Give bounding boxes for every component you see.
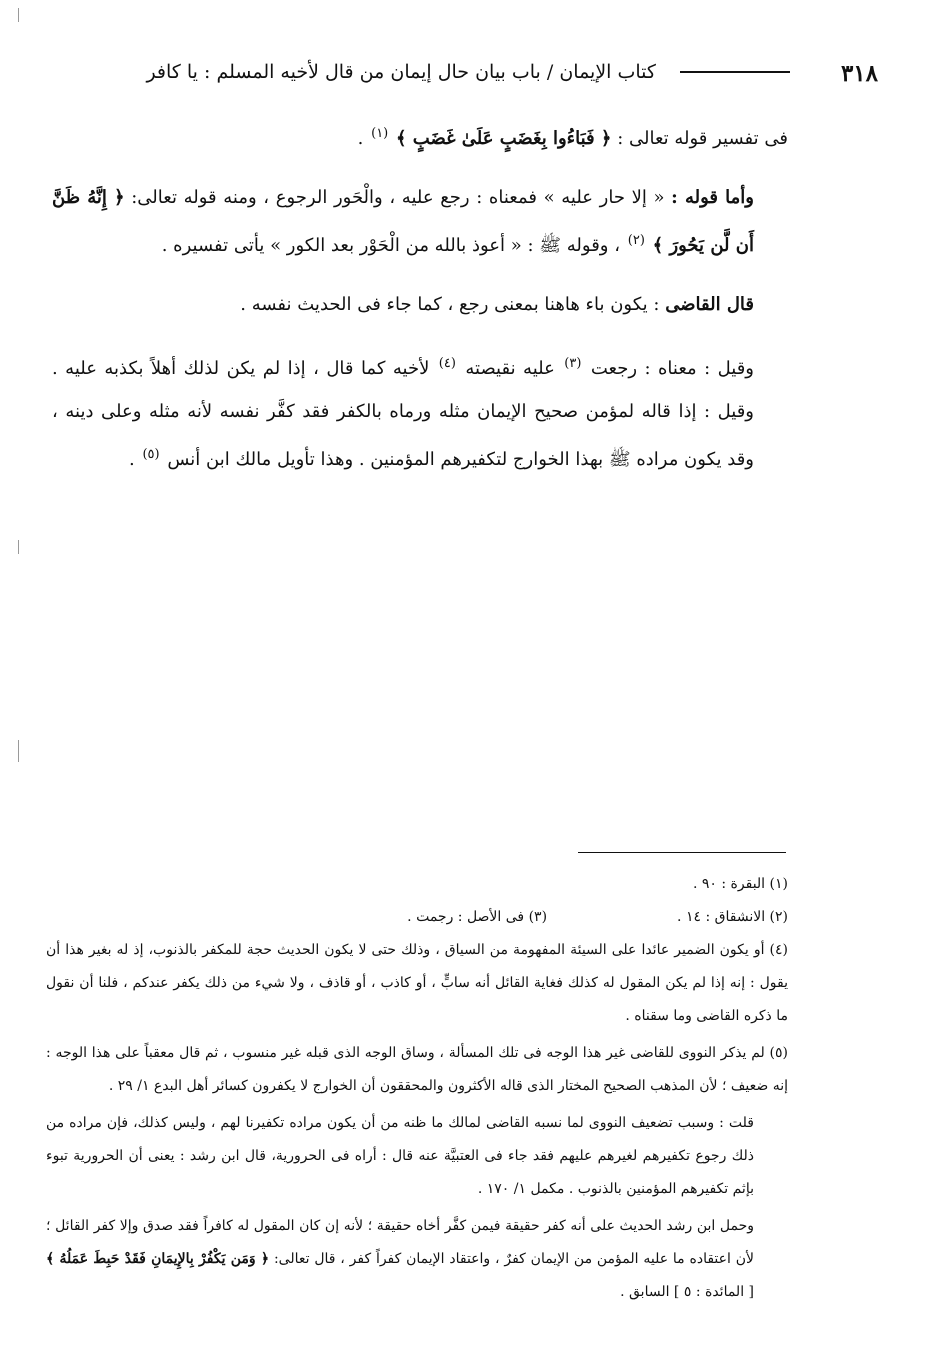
header-rule: [680, 71, 790, 73]
running-title: كتاب الإيمان / باب بيان حال إيمان من قال لأخيه المسلم : يا كافر: [146, 61, 656, 83]
paragraph-text: .: [129, 449, 141, 470]
main-text: [52, 112, 788, 497]
footnote-ref: (٥): [142, 447, 160, 462]
paragraph-text: : يكون باء هاهنا بمعنى رجع ، كما جاء فى الحديث نفسه .: [240, 294, 666, 315]
footnote: (٤) أو يكون الضمير عائدا على السيئة المفهومة من السياق ، وذلك حتى لا يكون الحديث حجة للمكفر بالذنوب، إذ له بغير هذا أن يقول : إنه إذا لم يكن المقول له كذلك فغاية القائل أنه سابٍّ ، أو كاذب ، أو قاذف ، ولا شيء من ذلك يكفر عندكم ، فلنا أن نقول ما ذكره القاضى وما سقناه .: [46, 942, 788, 1024]
footnote-text: وحمل ابن رشد الحديث على أنه كفر حقيقة فيمن كفَّر أخاه حقيقة ؛ لأنه إن كان المقول له كافراً فقد صدق وإلا كفر القائل ؛ لأن اعتقاده ما عليه المؤمن من الإيمان كفرٌ ، واعتقاد الإيمان كفراً كفر ، قال تعالى:: [46, 1218, 754, 1267]
footnote-ref: (٢): [627, 233, 645, 248]
footnote-ref: (٣): [564, 356, 582, 371]
paragraph: [52, 283, 788, 326]
paragraph-lead: وأما قوله :: [671, 187, 754, 208]
paragraph-text: ، وقوله ﷺ : « أعوذ بالله من الْحَوْر بعد الكور » يأتى تفسيره .: [161, 235, 626, 256]
quran-verse: ﴿ وَمَن يَكْفُرْ بِالإِيمَانِ فَقَدْ حَبِطَ عَمَلُهُ ﴾: [46, 1251, 270, 1267]
footnotes: [46, 868, 788, 1309]
footnote-ref: (٤): [438, 356, 456, 371]
footnote-text: [ المائدة : ٥ ] السابق .: [620, 1284, 754, 1300]
paragraph-text: وقيل : معناه : رجعت: [583, 358, 754, 379]
paragraph: [52, 342, 788, 481]
page-number: ٣١٨: [840, 60, 878, 87]
page-header: [52, 60, 878, 100]
paragraph-lead: قال القاضى: [665, 294, 754, 315]
footnote-ref: (١): [371, 126, 389, 141]
paragraph-text: لأخيه كما قال ، إذا لم يكن لذلك أهلاً بكذبه عليه . وقيل : إذا قاله لمؤمن صحيح الإيمان مثله ورماه بالكفر فقد كفَّر نفسه لأنه مثله وعلى دينه ، وقد يكون مراده ﷺ بهذا الخوارج لتكفيرهم المؤمنين . وهذا تأويل مالك ابن أنس: [52, 358, 754, 470]
footnote-commentary: قلت : وسبب تضعيف النووى لما نسبه القاضى لمالك ما ظنه من أن يكون مراده تكفيرنا لهم ، وليس كذلك، فإن مراده من ذلك رجوع تكفيرهم لغيرهم عليهم فقد جاء فى العتبيَّة عنه قال : أراه فى الحرورية، قال ابن رشد : يعنى أن الحرورية تبوء بإثم تكفيرهم المؤمنين بالذنوب . مكمل ١/ ١٧٠ .: [46, 1115, 754, 1197]
footnote: (٥) لم يذكر النووى للقاضى غير هذا الوجه فى تلك المسألة ، وساق الوجه الذى قبله غير منسوب ، ثم قال معقباً على هذا الوجه : إنه ضعيف ؛ لأن المذهب الصحيح المختار الذى قاله الأكثرون والمحققون أن الخوارج لا يكفرون كسائر أهل البدع ١/ ٢٩ .: [46, 1045, 788, 1094]
paragraph: [52, 112, 788, 160]
paragraph-text: فى تفسير قوله تعالى :: [611, 128, 788, 149]
footnote-row: [46, 901, 788, 934]
quran-verse: ﴿ إِنَّهُ ظَنَّ أَن لَّن يَحُورَ ﴾: [52, 187, 754, 256]
paragraph: [52, 176, 788, 267]
footnote-commentary: [46, 1210, 788, 1309]
scan-edge-mark: [18, 540, 19, 554]
paragraph-text: .: [357, 128, 370, 149]
paragraph-text: عليه نقيصته: [457, 358, 563, 379]
footnote: (٢) الانشقاق : ١٤ .: [677, 909, 788, 925]
scan-edge-mark: [18, 740, 19, 762]
footnote: (١) البقرة : ٩٠ .: [692, 876, 788, 892]
footnote: (٣) فى الأصل : رجمت .: [407, 909, 548, 925]
quran-verse: ﴿ فَبَاءُوا بِغَضَبٍ عَلَىٰ غَضَبٍ ﴾: [395, 128, 612, 149]
scan-edge-mark: [18, 8, 19, 22]
paragraph-text: « إلا حار عليه » فمعناه : رجع عليه ، والْحَور الرجوع ، ومنه قوله تعالى:: [124, 187, 672, 208]
footnote-separator: [578, 852, 786, 853]
